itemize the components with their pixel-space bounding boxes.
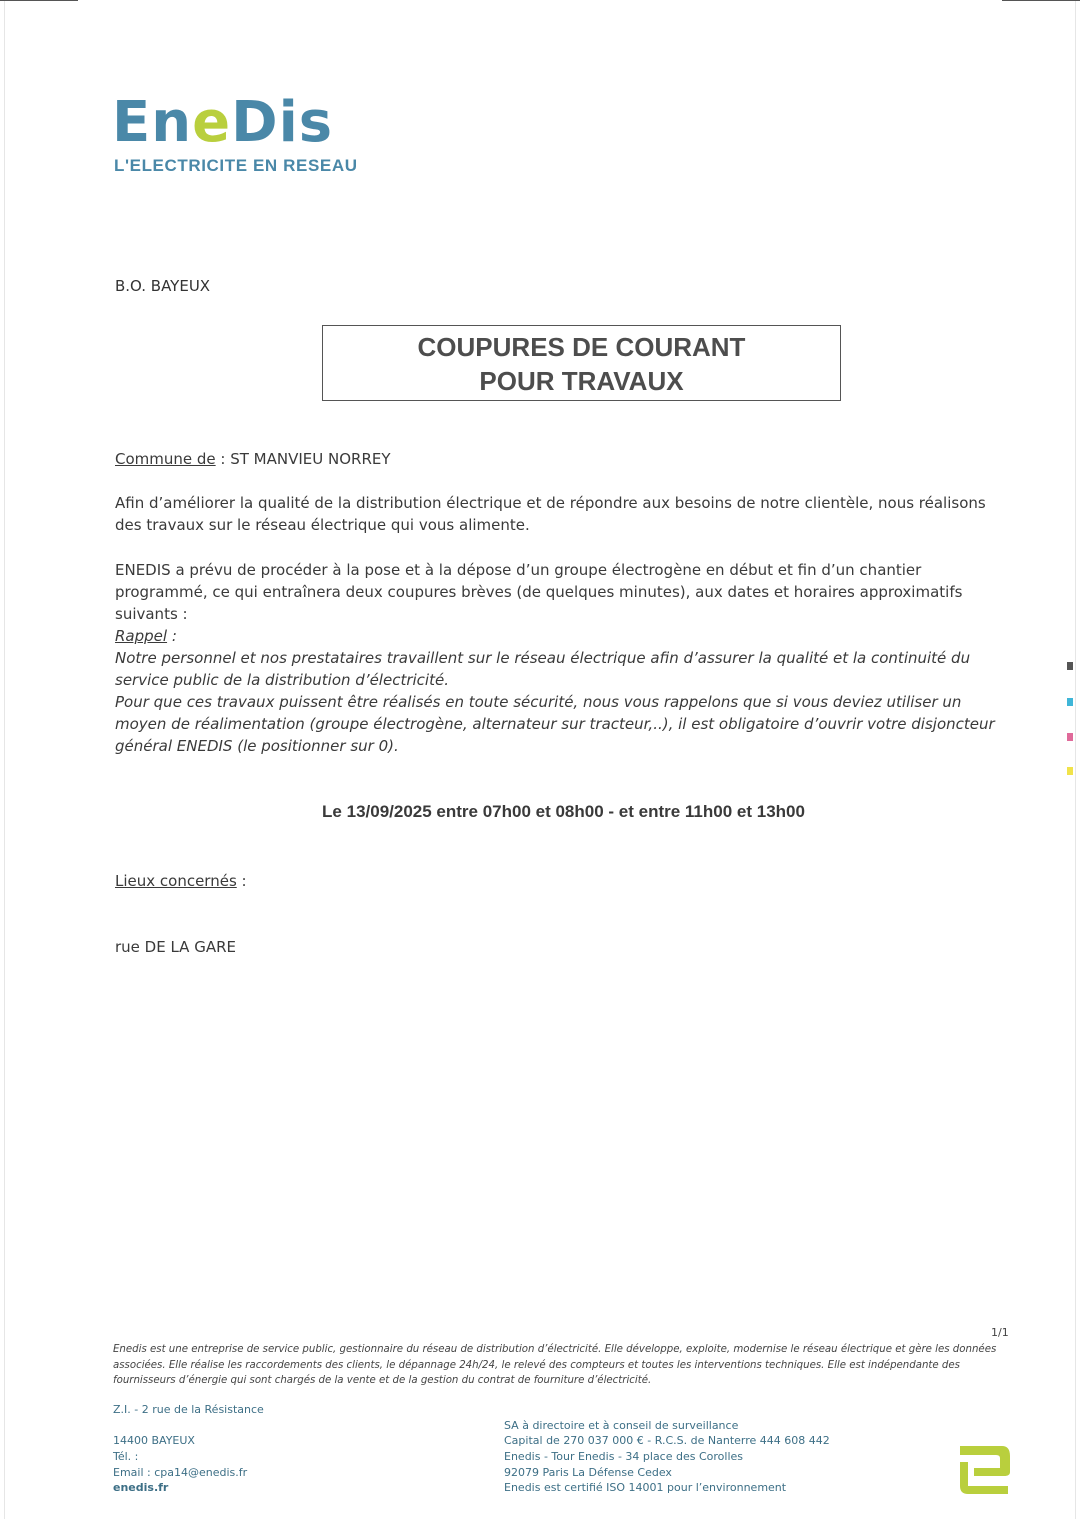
footer-legal-5: Enedis est certifié ISO 14001 pour l’environnement: [504, 1481, 787, 1494]
scan-mark-left: [0, 0, 78, 1]
footer-legal-1: SA à directoire et à conseil de surveillance: [504, 1419, 739, 1432]
commune-line: Commune de : ST MANVIEU NORREY: [115, 450, 391, 468]
rappel-text-1: Notre personnel et nos prestataires travaillent sur le réseau électrique afin d’assurer la qualité et la continuité du service public de la distribution d’électricité.: [115, 649, 971, 689]
footer-legal-2: Capital de 270 037 000 € - R.C.S. de Nanterre 444 608 442: [504, 1434, 830, 1447]
street-name: rue DE LA GARE: [115, 938, 236, 956]
company-footnote: Enedis est une entreprise de service public, gestionnaire du réseau de distribution d’électricité. Elle développe, exploite, modernise le réseau électrique et gère les données associées. Elle réalise les raccordements des clients, le dépannage 24h/24, le relevé des compteurs et toutes les interventions techniques. Elle est indépendante des fournisseurs d’énergie qui sont chargés de la vente et de la gestion du contrat de fourniture d’électricité.: [113, 1344, 997, 1386]
cmyk-mark-cyan: [1067, 698, 1073, 706]
places-heading: Lieux concernés :: [115, 872, 247, 890]
rappel-text-2: Pour que ces travaux puissent être réalisés en toute sécurité, nous vous rappelons que si vous deviez utiliser un moyen de réalimentation (groupe électrogène, alternateur sur tracteur,..), il est obligatoire d’ouvrir votre disjoncteur: [115, 693, 995, 733]
cmyk-mark-black: [1067, 662, 1073, 670]
logo-tagline: L'ELECTRICITE EN RESEAU: [114, 156, 358, 175]
site-name: B.O. BAYEUX: [115, 277, 211, 295]
intro-paragraph: Afin d’améliorer la qualité de la distribution électrique et de répondre aux besoins de notre clientèle, nous réalisons des travaux sur le réseau électrique qui vous alimente.: [115, 494, 986, 534]
footer-legal-4: 92079 Paris La Défense Cedex: [504, 1466, 672, 1479]
enedis-icon: [956, 1442, 1012, 1496]
title-line-2: POUR TRAVAUX: [479, 366, 684, 396]
footer-address: Z.I. - 2 rue de la Résistance: [113, 1403, 264, 1416]
logo-wordmark: EneDis: [112, 90, 334, 155]
outage-schedule: Le 13/09/2025 entre 07h00 et 08h00 - et entre 11h00 et 13h00: [322, 802, 805, 821]
enedis-logo: [112, 90, 358, 177]
commune-label: Commune de: [115, 450, 216, 468]
cmyk-mark-yellow: [1067, 767, 1073, 775]
title-line-1: COUPURES DE COURANT: [417, 332, 746, 362]
commune-value: ST MANVIEU NORREY: [230, 450, 391, 468]
rappel-block: [115, 625, 1015, 757]
footer-website[interactable]: enedis.fr: [113, 1481, 169, 1494]
scan-edge-left: [4, 0, 5, 1519]
title-box: [322, 325, 841, 401]
scan-edge-right: [1075, 0, 1076, 1519]
page-number: 1/1: [991, 1326, 1009, 1339]
footer-email[interactable]: Email : cpa14@enedis.fr: [113, 1466, 248, 1479]
cmyk-mark-magenta: [1067, 733, 1073, 741]
scan-mark-right: [1002, 0, 1080, 1]
footer-tel: Tél. :: [113, 1450, 139, 1463]
rappel-text-3: général ENEDIS (le positionner sur 0).: [115, 737, 399, 755]
generator-paragraph: ENEDIS a prévu de procéder à la pose et à la dépose d’un groupe électrogène en début et fin d’un chantier programmé, ce qui entraînera deux coupures brèves (de quelques minutes), aux dates et horaires approximatifs suivants :: [115, 561, 963, 623]
rappel-heading: Rappel :: [115, 627, 177, 645]
footer-city: 14400 BAYEUX: [113, 1434, 195, 1447]
footer-legal-3: Enedis - Tour Enedis - 34 place des Corolles: [504, 1450, 744, 1463]
